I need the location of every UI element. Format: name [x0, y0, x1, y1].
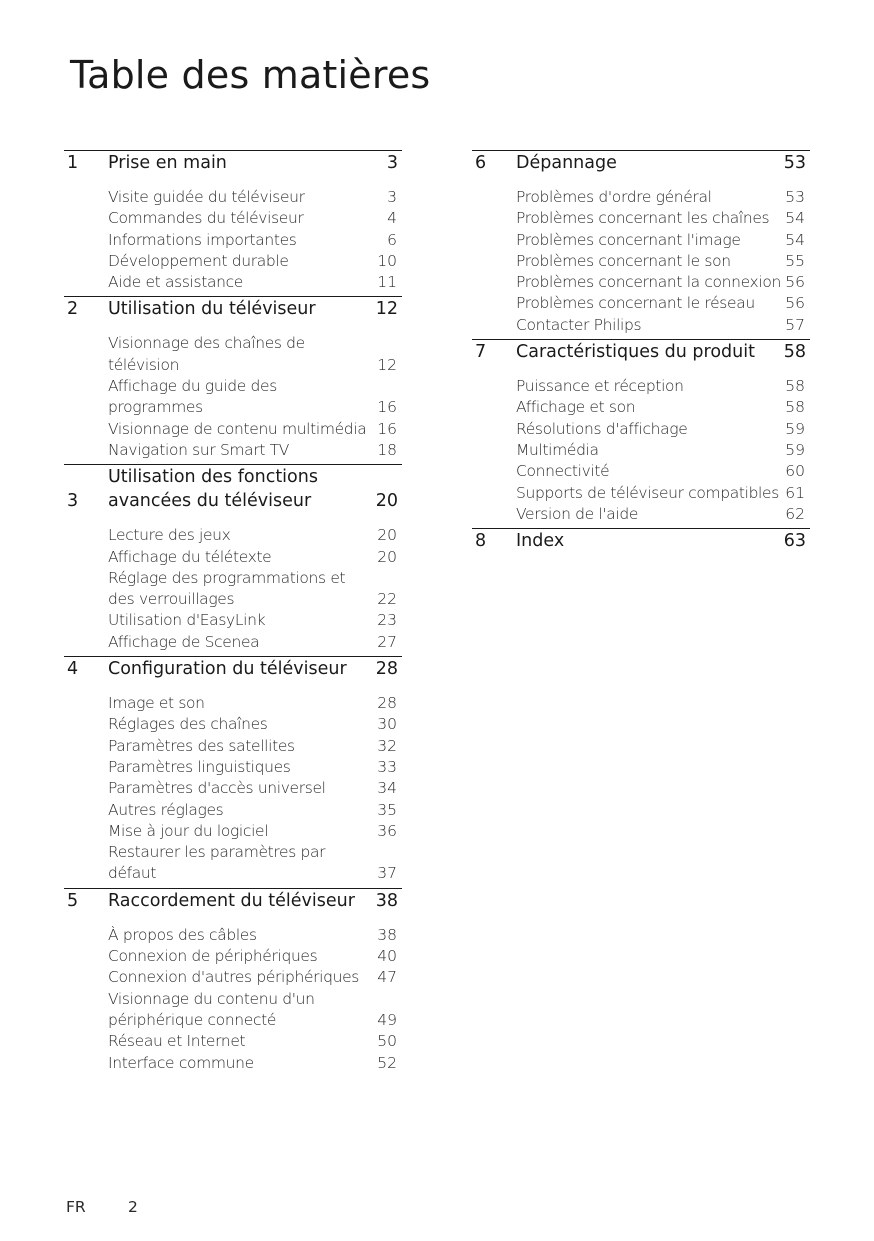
chapter-title: Prise en main	[108, 153, 227, 173]
section-title: Interface commune	[108, 1053, 254, 1072]
section-page-number: 37	[377, 864, 397, 883]
section-title: Aide et assistance	[108, 273, 243, 292]
section-page-number: 49	[377, 1010, 397, 1029]
section-title: Paramètres linguistiques	[108, 757, 291, 776]
footer-language: FR	[66, 1198, 86, 1216]
section-page-number: 18	[377, 440, 397, 459]
chapter-heading-link[interactable]	[64, 151, 402, 175]
chapter-heading-link[interactable]	[64, 889, 402, 913]
toc-section-link[interactable]	[64, 208, 402, 229]
chapter-heading-link[interactable]	[64, 297, 402, 321]
section-title: Visionnage des chaînes de télévision	[108, 334, 305, 374]
section-title: Image et son	[108, 694, 205, 713]
section-page-number: 28	[377, 694, 397, 713]
chapter-number: 4	[67, 659, 79, 680]
toc-section-link[interactable]	[64, 946, 402, 967]
toc-section-link[interactable]	[64, 251, 402, 272]
toc-section-link[interactable]	[472, 315, 810, 336]
toc-chapter	[64, 656, 402, 888]
section-title: Navigation sur Smart TV	[108, 440, 290, 459]
toc-section-link[interactable]	[64, 610, 402, 631]
section-title: Affichage du télétexte	[108, 547, 272, 566]
toc-section-link[interactable]	[64, 272, 402, 293]
chapter-page-number: 53	[783, 153, 806, 173]
section-page-number: 3	[387, 188, 397, 206]
section-page-number: 6	[387, 230, 397, 249]
toc-chapter	[64, 464, 402, 656]
chapter-heading-link[interactable]	[64, 465, 402, 513]
toc-column-right	[472, 150, 810, 554]
section-title: Paramètres des satellites	[108, 736, 295, 755]
section-page-number: 20	[377, 526, 397, 545]
toc-section-link[interactable]	[472, 440, 810, 461]
page-footer	[66, 1198, 138, 1216]
section-page-number: 59	[785, 440, 805, 459]
section-page-number: 53	[785, 188, 805, 206]
section-title: Réglage des programmations et des verrouillages	[108, 568, 346, 609]
section-title: Lecture des jeux	[108, 526, 231, 545]
section-title: Affichage et son	[516, 398, 636, 417]
toc-section-link[interactable]	[64, 821, 402, 842]
chapter-title: Index	[516, 531, 565, 552]
section-page-number: 20	[377, 547, 397, 566]
toc-section-link[interactable]	[64, 230, 402, 251]
section-title: Résolutions d'affichage	[516, 419, 688, 438]
toc-column-left	[64, 150, 402, 1077]
toc-section-link[interactable]	[64, 736, 402, 757]
toc-chapter	[472, 528, 810, 554]
section-page-number: 11	[377, 273, 397, 292]
section-page-number: 34	[377, 779, 397, 798]
section-title: Contacter Philips	[516, 315, 642, 334]
section-title: Problèmes concernant la connexion	[516, 273, 781, 292]
toc-chapter	[472, 339, 810, 528]
section-page-number: 54	[785, 209, 805, 228]
toc-section-link[interactable]	[64, 632, 402, 653]
section-page-number: 35	[377, 800, 397, 819]
section-page-number: 33	[377, 757, 397, 776]
section-title: Visionnage de contenu multimédia	[108, 419, 367, 438]
toc-section-link[interactable]	[64, 419, 402, 440]
section-page-number: 36	[377, 821, 397, 840]
section-title: Connexion de périphériques	[108, 947, 318, 966]
chapter-page-number: 12	[375, 299, 398, 320]
section-title: Problèmes concernant le réseau	[516, 294, 755, 313]
section-title: Visionnage du contenu d'un périphérique connecté	[108, 989, 315, 1029]
section-title: Problèmes concernant les chaînes	[516, 209, 770, 228]
section-title: Connexion d'autres périphériques	[108, 968, 360, 987]
section-title: Problèmes d'ordre général	[516, 188, 712, 206]
section-title: Réseau et Internet	[108, 1032, 246, 1051]
toc-chapter	[64, 150, 402, 296]
section-page-number: 27	[377, 632, 397, 651]
toc-chapter	[64, 296, 402, 464]
chapter-title: Utilisation du téléviseur	[108, 299, 316, 320]
chapter-number: 8	[475, 531, 487, 552]
section-title: Restaurer les paramètres par défaut	[108, 843, 326, 883]
section-list	[64, 925, 402, 1076]
section-list	[472, 187, 810, 338]
section-title: Réglages des chaînes	[108, 715, 268, 734]
section-list	[64, 693, 402, 887]
section-page-number: 30	[377, 715, 397, 734]
section-title: Affichage de Scenea	[108, 632, 260, 651]
chapter-heading-link[interactable]	[64, 657, 402, 681]
section-page-number: 32	[377, 736, 397, 755]
section-title: Puissance et réception	[516, 377, 684, 396]
toc-section-link[interactable]	[64, 842, 402, 885]
chapter-page-number: 20	[375, 491, 398, 512]
chapter-title: Configuration du téléviseur	[108, 659, 347, 680]
toc-section-link[interactable]	[472, 208, 810, 229]
toc-section-link[interactable]	[64, 187, 402, 208]
toc-section-link[interactable]	[64, 800, 402, 821]
section-list	[64, 525, 402, 655]
toc-section-link[interactable]	[64, 778, 402, 799]
section-title: Mise à jour du logiciel	[108, 821, 269, 840]
section-page-number: 58	[785, 398, 805, 417]
toc-section-link[interactable]	[472, 419, 810, 440]
section-page-number: 52	[377, 1053, 397, 1072]
section-page-number: 50	[377, 1032, 397, 1051]
section-title: Commandes du téléviseur	[108, 209, 304, 228]
toc-section-link[interactable]	[64, 1053, 402, 1074]
section-title: Visite guidée du téléviseur	[108, 188, 305, 206]
toc-section-link[interactable]	[64, 757, 402, 778]
section-page-number: 40	[377, 947, 397, 966]
section-page-number: 23	[377, 611, 397, 630]
toc-section-link[interactable]	[472, 461, 810, 482]
section-page-number: 16	[377, 419, 397, 438]
toc-section-link[interactable]	[64, 376, 402, 419]
toc-section-link[interactable]	[64, 568, 402, 611]
section-title: Problèmes concernant le son	[516, 251, 731, 270]
section-title: Paramètres d'accès universel	[108, 779, 326, 798]
section-title: Version de l'aide	[516, 504, 639, 523]
section-list	[64, 333, 402, 463]
section-title: Informations importantes	[108, 230, 297, 249]
chapter-page-number: 3	[386, 153, 398, 173]
section-page-number: 16	[377, 398, 397, 417]
section-list	[64, 187, 402, 295]
section-title: À propos des câbles	[108, 925, 257, 944]
chapter-heading-link[interactable]	[472, 340, 810, 364]
chapter-title: Dépannage	[516, 153, 617, 173]
toc-section-link[interactable]	[64, 1031, 402, 1052]
section-page-number: 55	[785, 251, 805, 270]
toc-section-link[interactable]	[472, 293, 810, 314]
section-page-number: 47	[377, 968, 397, 987]
section-title: Développement durable	[108, 251, 289, 270]
toc-section-link[interactable]	[472, 397, 810, 418]
section-title: Autres réglages	[108, 800, 224, 819]
toc-section-link[interactable]	[472, 251, 810, 272]
toc-section-link[interactable]	[472, 272, 810, 293]
chapter-title: Raccordement du téléviseur	[108, 890, 355, 911]
toc-section-link[interactable]	[64, 693, 402, 714]
page-title: Table des matières	[70, 53, 431, 97]
toc-section-link[interactable]	[64, 333, 402, 376]
section-page-number: 10	[377, 251, 397, 270]
toc-section-link[interactable]	[472, 230, 810, 251]
toc-section-link[interactable]	[64, 440, 402, 461]
section-title: Affichage du guide des programmes	[108, 377, 277, 417]
chapter-number: 5	[67, 890, 79, 911]
footer-page-number: 2	[128, 1198, 138, 1216]
section-page-number: 61	[785, 483, 805, 502]
chapter-heading-link[interactable]	[472, 529, 810, 553]
section-page-number: 57	[785, 315, 805, 334]
chapter-number: 1	[67, 153, 79, 173]
toc-section-link[interactable]	[472, 376, 810, 397]
toc-section-link[interactable]	[64, 525, 402, 546]
section-page-number: 4	[387, 209, 397, 228]
section-page-number: 58	[785, 377, 805, 396]
toc-section-link[interactable]	[64, 967, 402, 988]
section-title: Multimédia	[516, 440, 599, 459]
section-page-number: 38	[377, 925, 397, 944]
section-list	[472, 376, 810, 527]
section-page-number: 56	[785, 294, 805, 313]
toc-section-link[interactable]	[64, 547, 402, 568]
section-title: Utilisation d'EasyLink	[108, 611, 266, 630]
toc-section-link[interactable]	[64, 714, 402, 735]
toc-section-link[interactable]	[64, 925, 402, 946]
chapter-number: 6	[475, 153, 487, 173]
chapter-heading-link[interactable]	[472, 151, 810, 175]
section-title: Connectivité	[516, 462, 610, 481]
section-page-number: 54	[785, 230, 805, 249]
toc-section-link[interactable]	[472, 187, 810, 208]
section-page-number: 22	[377, 590, 397, 609]
chapter-number: 2	[67, 299, 79, 320]
section-title: Problèmes concernant l'image	[516, 230, 741, 249]
chapter-page-number: 58	[783, 342, 806, 363]
toc-section-link[interactable]	[472, 483, 810, 504]
chapter-number: 7	[475, 342, 487, 363]
section-page-number: 56	[785, 273, 805, 292]
toc-section-link[interactable]	[64, 989, 402, 1032]
toc-chapter	[472, 150, 810, 339]
section-page-number: 60	[785, 462, 805, 481]
chapter-number: 3	[67, 491, 79, 512]
section-page-number: 62	[785, 504, 805, 523]
toc-chapter	[64, 888, 402, 1077]
chapter-title: Utilisation des fonctions avancées du téléviseur	[108, 467, 318, 512]
chapter-page-number: 63	[783, 531, 806, 552]
chapter-title: Caractéristiques du produit	[516, 342, 755, 363]
toc-section-link[interactable]	[472, 504, 810, 525]
section-page-number: 12	[377, 355, 397, 374]
section-title: Supports de téléviseur compatibles	[516, 483, 779, 502]
chapter-page-number: 38	[375, 890, 398, 911]
chapter-page-number: 28	[375, 659, 398, 680]
section-page-number: 59	[785, 419, 805, 438]
